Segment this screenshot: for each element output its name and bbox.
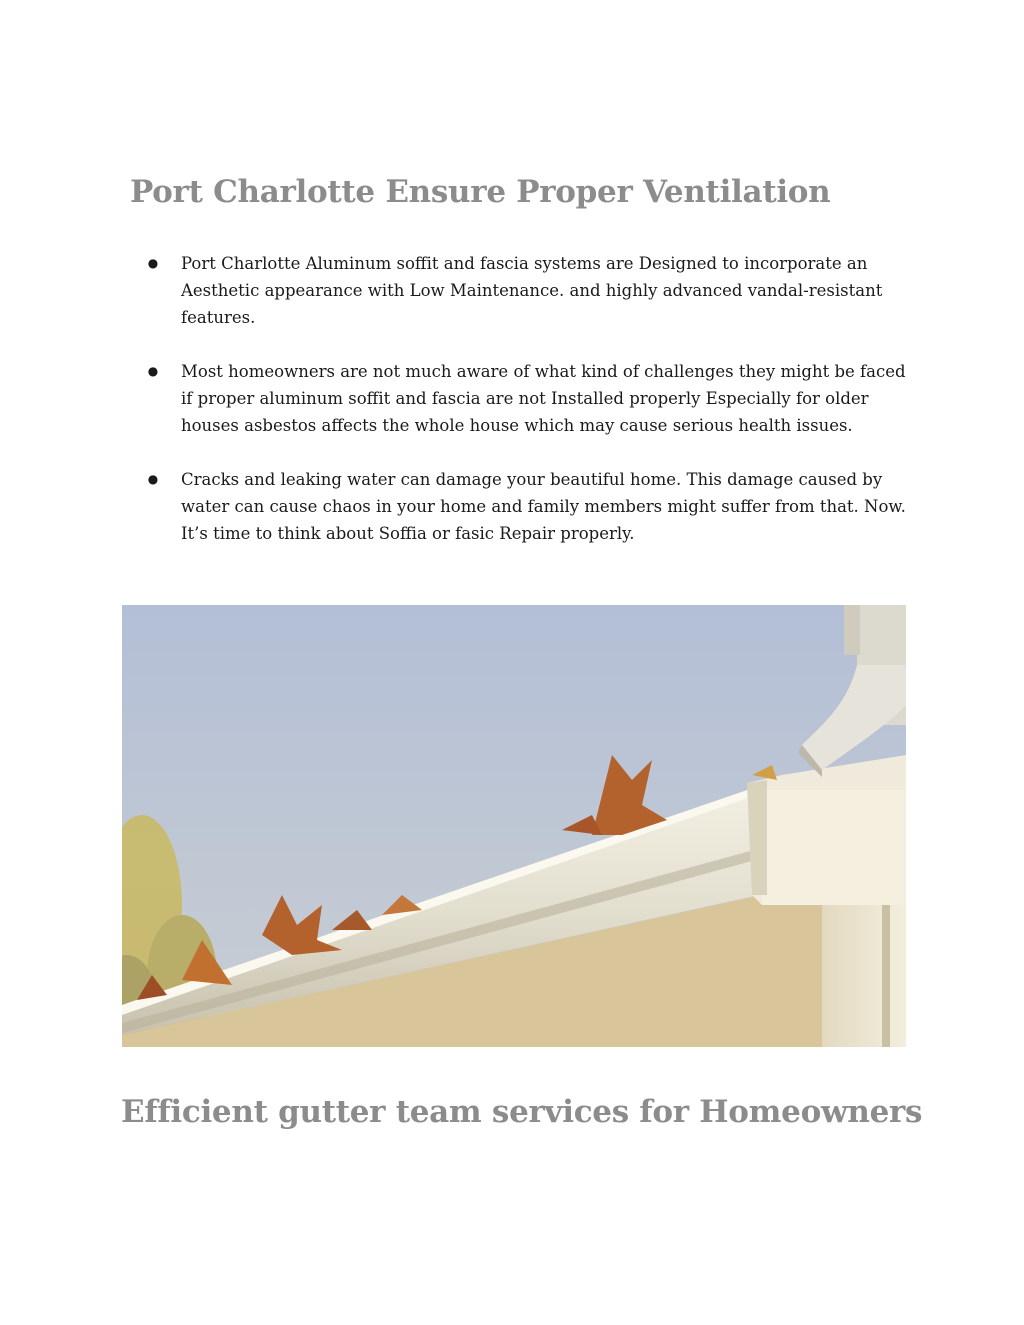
list-item-text: Most homeowners are not much aware of what kind of challenges they might be faced if proper aluminum soffit and fascia are not Installed properly Especially for older houses asbestos affects the whole house which may cause serious health issues.: [181, 362, 906, 435]
list-item-text: Port Charlotte Aluminum soffit and fascia systems are Designed to incorporate an Aesthetic appearance with Low Maintenance. and highly advanced vandal-resistant features.: [181, 254, 883, 327]
list-item: [146, 358, 906, 439]
gutter-photo: [122, 605, 906, 1047]
section-heading-gutter-services: Efficient gutter team services for Homeowners: [121, 1094, 923, 1130]
bullet-icon: ●: [147, 256, 159, 270]
list-item: [146, 466, 906, 547]
list-item-text: Cracks and leaking water can damage your beautiful home. This damage caused by water can cause chaos in your home and family members might suffer from that. Now. It’s time to think about Soffia or fasic Repair properly.: [181, 470, 906, 543]
section-heading-ventilation: Port Charlotte Ensure Proper Ventilation: [130, 174, 831, 210]
bullet-icon: ●: [147, 364, 159, 378]
list-item: [146, 250, 906, 331]
house-wall: [822, 905, 906, 1047]
bullet-icon: ●: [147, 472, 159, 486]
benefits-list: [146, 250, 906, 574]
